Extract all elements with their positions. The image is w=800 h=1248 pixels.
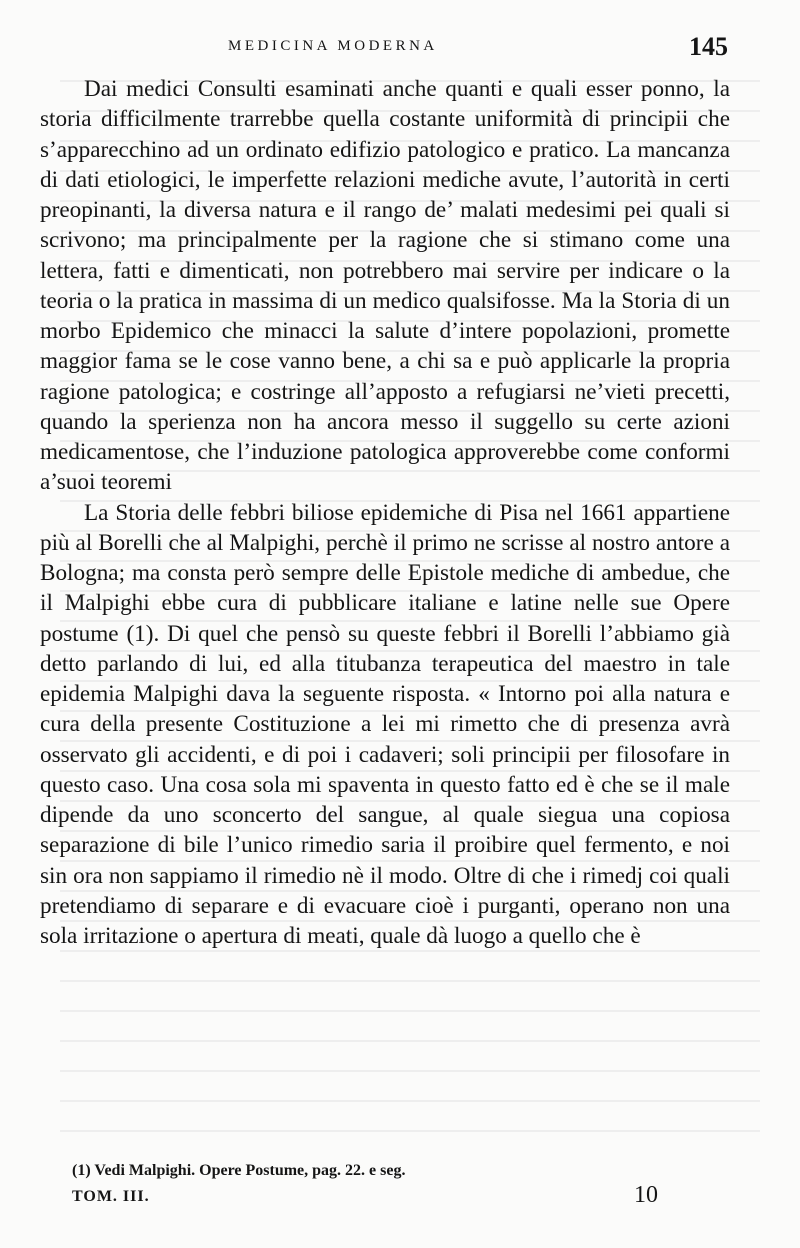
page-number: 145 <box>689 32 728 61</box>
running-head: MEDICINA MODERNA <box>228 38 438 54</box>
volume-signature: TOM. III. <box>72 1188 150 1205</box>
main-text <box>40 74 730 951</box>
paragraph-1: Dai medici Consulti esaminati anche quanti e quali esser ponno, la storia difficilmente trarrebbe quella costante uniformità di principii che s’apparecchino ad un ordinato edifizio patologico e pratico. La mancanza di dati etiologici, le imperfette relazioni mediche avute, l’autorità in certi preopinanti, la diversa natura e il rango de’ malati medesimi pei quali si scrivono; ma principalmente per la ragione che si stimano come una lettera, fatti e dimenticati, non potrebbero mai servire per indicare o la teoria o la pratica in massima di un medico qualsifosse. Ma la Storia di un morbo Epidemico che minacci la salute d’intere popolazioni, promette maggior fama se le cose vanno bene, a chi sa e può applicarle la propria ragione patologica; e costringe all’apposto a refugiarsi ne’vieti precetti, quando la sperienza non ha ancora messo il suggello su certe azioni medicamentose, che l’induzione patologica approverebbe come conformi a’suoi teoremi <box>40 76 730 496</box>
sheet-number: 10 <box>634 1182 658 1208</box>
paragraph-2: La Storia delle febbri biliose epidemiche di Pisa nel 1661 appartiene più al Borelli che al Malpighi, perchè il primo ne scrisse al nostro antore a Bologna; ma consta però sempre delle Epistole mediche di ambedue, che il Malpighi ebbe cura di pubblicare italiane e latine nelle sue Opere postume (1). Di quel che pensò su queste febbri il Borelli l’abbiamo già detto parlando di lui, ed alla titubanza terapeutica del maestro in tale epidemia Malpighi dava la seguente risposta. « Intorno poi alla natura e cura della presente Costituzione a lei mi rimetto che di presenza avrà osservato gli accidenti, e di poi i cadaveri; soli principii per filosofare in questo caso. Una cosa sola mi spaventa in questo fatto ed è che se il male dipende da uno sconcerto del sangue, al quale siegua una copiosa separazione di bile l’unico rimedio saria il proibire quel fermento, e noi sin ora non sappiamo il rimedio nè il modo. Oltre di che i rimedj coi quali pretendiamo di separare e di evacuare cioè i purganti, operano non una sola irritazione o apertura di meati, quale dà luogo a quello che è <box>40 499 730 949</box>
footnote: (1) Vedi Malpighi. Opere Postume, pag. 22. e seg. <box>72 1162 406 1179</box>
page-header <box>0 34 800 64</box>
